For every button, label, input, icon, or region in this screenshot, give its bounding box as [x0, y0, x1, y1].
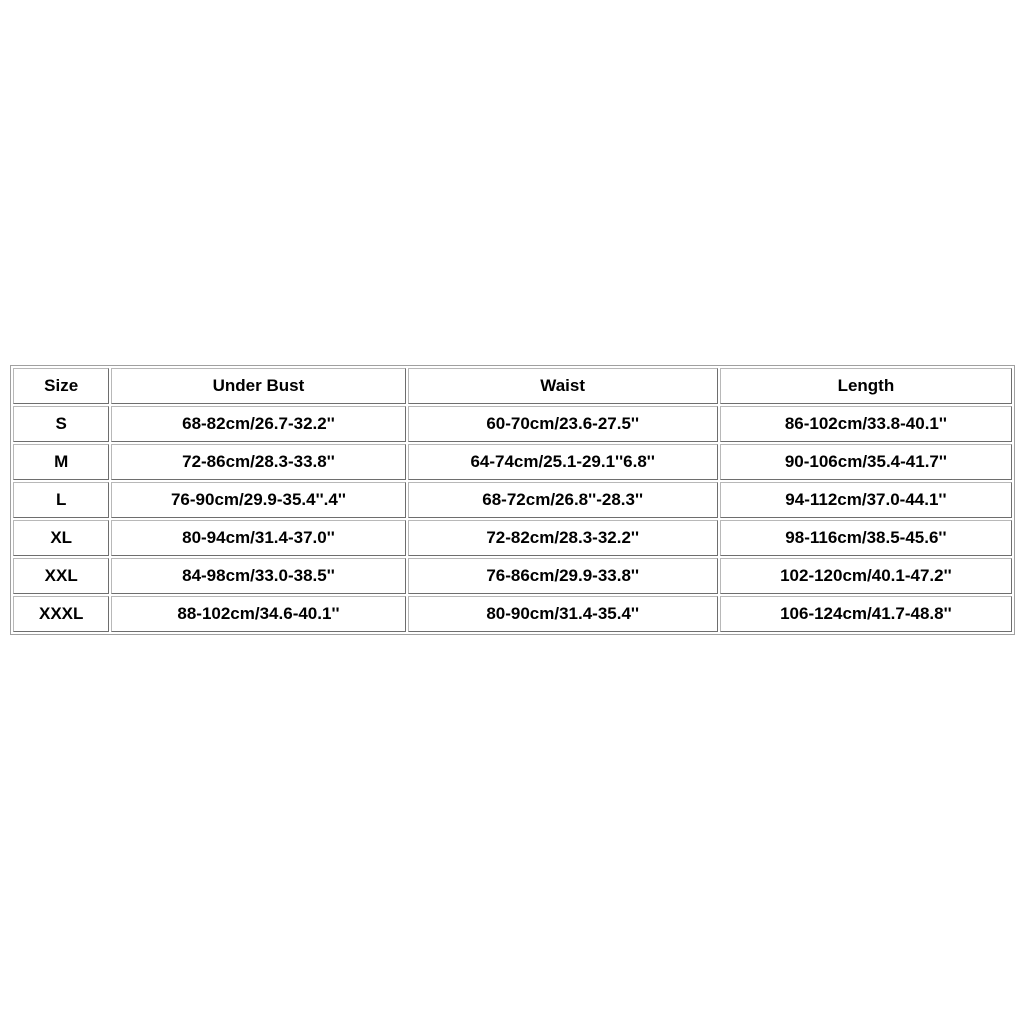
- cell-size: L: [13, 482, 109, 518]
- cell-waist: 64-74cm/25.1-29.1''6.8'': [408, 444, 718, 480]
- cell-under-bust: 76-90cm/29.9-35.4''.4'': [111, 482, 405, 518]
- table-row: [13, 558, 1012, 594]
- cell-length: 94-112cm/37.0-44.1'': [720, 482, 1012, 518]
- table-row: [13, 444, 1012, 480]
- cell-size: XL: [13, 520, 109, 556]
- table-row: [13, 482, 1012, 518]
- cell-waist: 72-82cm/28.3-32.2'': [408, 520, 718, 556]
- cell-waist: 60-70cm/23.6-27.5'': [408, 406, 718, 442]
- cell-length: 90-106cm/35.4-41.7'': [720, 444, 1012, 480]
- cell-length: 106-124cm/41.7-48.8'': [720, 596, 1012, 632]
- header-length: Length: [720, 368, 1012, 404]
- cell-under-bust: 72-86cm/28.3-33.8'': [111, 444, 405, 480]
- size-chart-table: [10, 365, 1015, 635]
- cell-waist: 68-72cm/26.8''-28.3'': [408, 482, 718, 518]
- cell-size: XXL: [13, 558, 109, 594]
- header-size: Size: [13, 368, 109, 404]
- table-row: [13, 520, 1012, 556]
- table-header-row: [13, 368, 1012, 404]
- cell-under-bust: 88-102cm/34.6-40.1'': [111, 596, 405, 632]
- cell-length: 102-120cm/40.1-47.2'': [720, 558, 1012, 594]
- cell-waist: 76-86cm/29.9-33.8'': [408, 558, 718, 594]
- header-waist: Waist: [408, 368, 718, 404]
- table-row: [13, 406, 1012, 442]
- cell-length: 86-102cm/33.8-40.1'': [720, 406, 1012, 442]
- cell-under-bust: 80-94cm/31.4-37.0'': [111, 520, 405, 556]
- cell-size: M: [13, 444, 109, 480]
- cell-size: XXXL: [13, 596, 109, 632]
- cell-waist: 80-90cm/31.4-35.4'': [408, 596, 718, 632]
- header-under-bust: Under Bust: [111, 368, 405, 404]
- cell-under-bust: 84-98cm/33.0-38.5'': [111, 558, 405, 594]
- cell-size: S: [13, 406, 109, 442]
- table-row: [13, 596, 1012, 632]
- cell-under-bust: 68-82cm/26.7-32.2'': [111, 406, 405, 442]
- cell-length: 98-116cm/38.5-45.6'': [720, 520, 1012, 556]
